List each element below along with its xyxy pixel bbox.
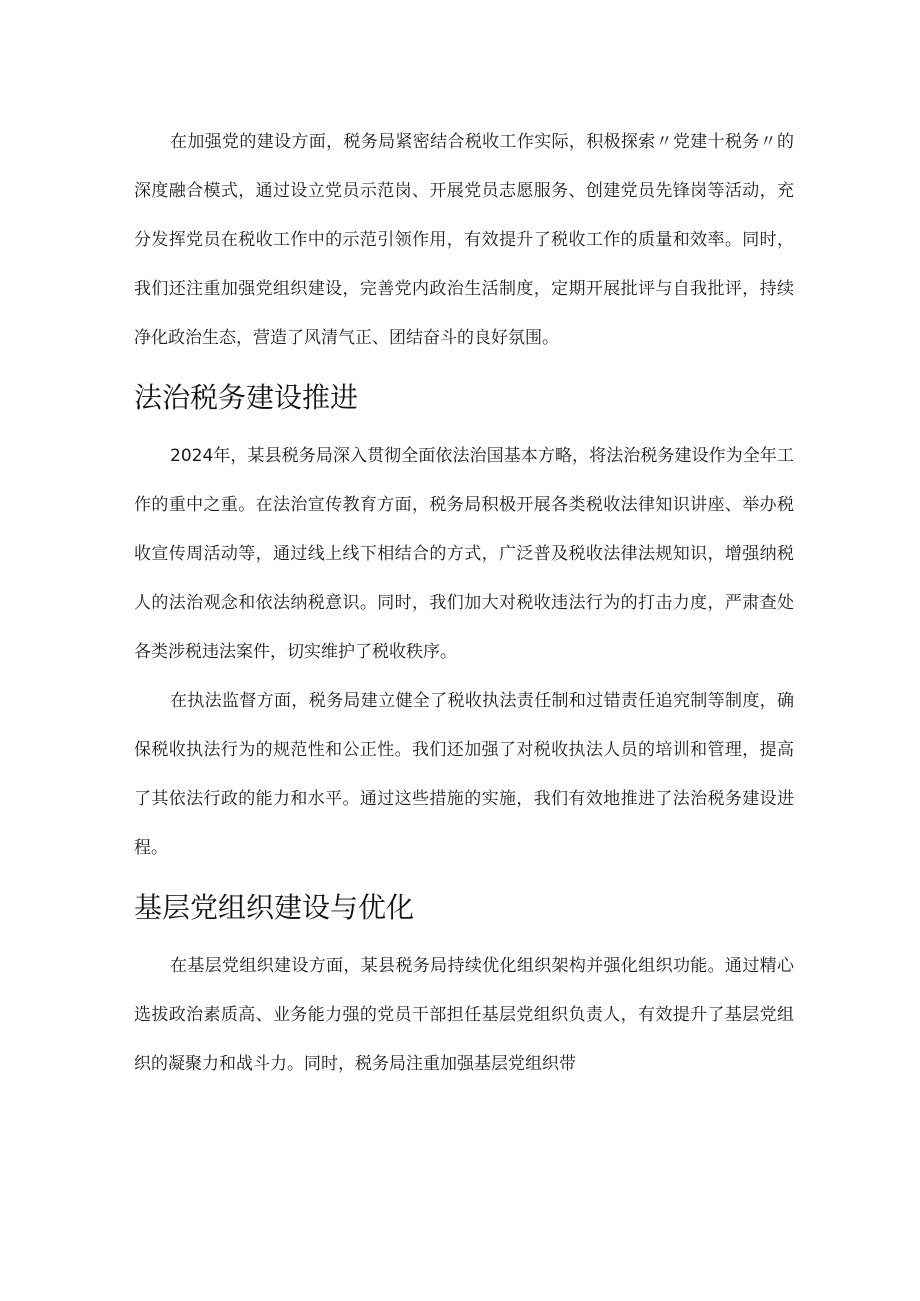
section-heading-rule-of-law: 法治税务建设推进 <box>134 381 359 414</box>
document-body <box>134 118 794 1089</box>
intro-paragraph: 在加强党的建设方面，税务局紧密结合税收工作实际，积极探索〃党建十税务〃的深度融合模式，通过设立党员示范岗、开展党员志愿服务、创建党员先锋岗等活动，充分发挥党员在税收工作中的示范引领作用，有效提升了税收工作的质量和效率。同时，我们还注重加强党组织建设，完善党内政治生活制度，定期开展批评与自我批评，持续净化政治生态，营造了风清气正、团结奋斗的良好氛围。 <box>134 132 794 348</box>
section-heading-grassroots-party: 基层党组织建设与优化 <box>134 891 415 924</box>
section-paragraph: 2024年，某县税务局深入贯彻全面依法治国基本方略，将法治税务建设作为全年工作的重中之重。在法治宣传教育方面，税务局积极开展各类税收法律知识讲座、举办税收宣传周活动等，通过线上线下相结合的方式，广泛普及税收法律法规知识，增强纳税人的法治观念和依法纳税意识。同时，我们加大对税收违法行为的打击力度，严肃查处各类涉税违法案件，切实维护了税收秩序。 <box>134 446 794 662</box>
section-paragraph: 在执法监督方面，税务局建立健全了税收执法责任制和过错责任追究制等制度，确保税收执法行为的规范性和公正性。我们还加强了对税收执法人员的培训和管理，提高了其依法行政的能力和水平。通过这些措施的实施，我们有效地推进了法治税务建设进程。 <box>134 691 794 858</box>
section-paragraph: 在基层党组织建设方面，某县税务局持续优化组织架构并强化组织功能。通过精心选拔政治素质高、业务能力强的党员干部担任基层党组织负责人，有效提升了基层党组织的凝聚力和战斗力。同时，税务局注重加强基层党组织带 <box>134 956 794 1074</box>
